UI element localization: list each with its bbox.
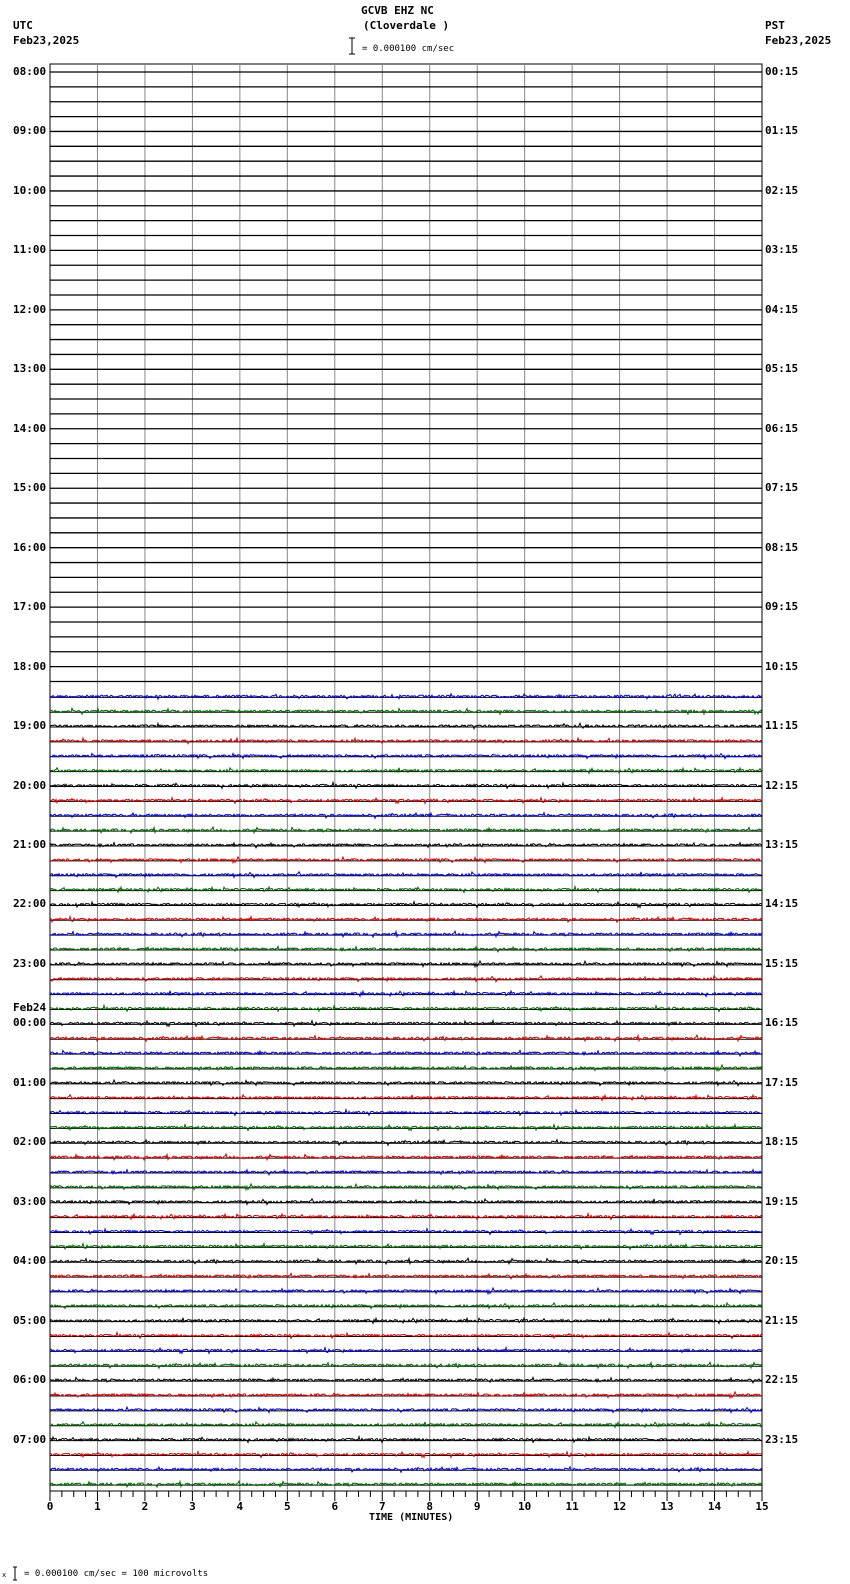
station-location: (Cloverdale ) [363,19,450,32]
pst-hour-label: 12:15 [765,778,799,792]
seismic-trace [50,887,762,893]
seismic-trace [50,1362,762,1368]
seismic-trace [50,1140,762,1146]
x-tick-label: 7 [378,1500,386,1513]
seismic-trace [50,1021,762,1027]
pst-hour-label: 23:15 [765,1432,799,1446]
seismic-trace [50,1050,762,1056]
scale-label: = 0.000100 cm/sec [362,44,455,54]
seismic-trace [50,1184,762,1190]
footer-scale-label: = 0.000100 cm/sec = 100 microvolts [24,1569,209,1579]
seismic-trace [50,738,762,744]
pst-hour-label: 03:15 [765,243,799,257]
utc-hour-label: 00:00 [13,1016,47,1030]
seismic-trace [50,1481,762,1487]
seismic-trace [50,1437,762,1443]
pst-hour-label: 01:15 [765,124,799,138]
seismic-trace [50,1199,762,1205]
x-tick-label: 9 [473,1500,481,1513]
seismic-trace [50,1348,762,1354]
seismic-trace [50,1170,762,1175]
x-tick-label: 2 [141,1500,149,1513]
seismic-trace [50,1258,762,1264]
x-tick-label: 6 [331,1500,339,1513]
pst-hour-label: 17:15 [765,1075,799,1089]
seismic-trace [50,1288,762,1294]
left-date: Feb23,2025 [13,34,80,47]
seismic-trace [50,857,762,863]
x-tick-label: 10 [518,1500,532,1513]
seismic-trace [50,1244,762,1250]
pst-hour-label: 20:15 [765,1254,799,1268]
utc-hour-label: 21:00 [13,837,47,851]
seismic-trace [50,708,762,714]
pst-hour-label: 21:15 [765,1313,799,1327]
seismic-trace [50,843,762,848]
pst-hour-label: 07:15 [765,481,799,495]
x-tick-label: 15 [755,1500,769,1513]
seismic-trace [50,1318,762,1324]
x-tick-label: 0 [46,1500,54,1513]
seismic-trace [50,1065,762,1071]
pst-hour-label: 13:15 [765,837,799,851]
utc-hour-label: 04:00 [13,1254,47,1268]
seismic-trace [50,1392,762,1398]
seismic-trace [50,991,762,997]
seismic-trace [50,902,762,908]
utc-hour-label: 15:00 [13,481,47,495]
seismic-trace [50,723,762,729]
utc-hour-label: 06:00 [13,1373,47,1387]
utc-hour-label: 17:00 [13,600,47,614]
seismic-trace [50,1154,762,1160]
seismic-trace [50,1125,762,1131]
utc-hour-label: 16:00 [13,540,47,554]
seismic-trace [50,1377,762,1383]
pst-hour-label: 11:15 [765,719,799,733]
x-tick-label: 14 [707,1500,722,1513]
right-date: Feb23,2025 [765,34,832,47]
utc-hour-label: 05:00 [13,1313,47,1327]
utc-hour-label: 10:00 [13,183,47,197]
seismic-trace [50,1422,762,1428]
seismic-trace [50,827,762,833]
x-axis-label: TIME (MINUTES) [369,1512,454,1523]
seismic-trace [50,1273,762,1278]
pst-hour-label: 06:15 [765,421,799,435]
pst-hour-label: 14:15 [765,897,799,911]
seismic-trace [50,1229,762,1235]
seismic-trace [50,1467,762,1472]
seismic-trace [50,1407,762,1413]
x-tick-label: 8 [426,1500,434,1513]
utc-hour-label: 02:00 [13,1135,47,1149]
left-timezone: UTC [13,19,33,32]
seismic-trace [50,768,762,774]
x-tick-label: 1 [94,1500,101,1513]
seismic-trace [50,872,762,878]
seismic-trace [50,783,762,789]
pst-hour-label: 09:15 [765,600,799,614]
seismic-trace [50,1006,762,1012]
utc-hour-label: 03:00 [13,1194,47,1208]
seismic-trace [50,813,762,819]
seismic-trace [50,1452,762,1458]
seismic-trace [50,946,762,952]
utc-hour-label: 09:00 [13,124,47,138]
utc-hour-label: 23:00 [13,956,47,970]
date-change-label: Feb24 [13,1001,47,1015]
x-tick-label: 5 [284,1500,291,1513]
seismic-trace [50,694,762,699]
x-tick-label: 13 [660,1500,674,1513]
seismic-trace [50,1214,762,1220]
seismic-trace [50,1080,762,1086]
utc-hour-label: 13:00 [13,362,47,376]
seismic-trace [50,917,762,923]
pst-hour-label: 02:15 [765,183,799,197]
pst-hour-label: 19:15 [765,1194,799,1208]
x-tick-label: 4 [236,1500,244,1513]
station-title: GCVB EHZ NC [361,4,434,17]
seismic-trace [50,1333,762,1339]
seismic-trace [50,976,762,982]
utc-hour-label: 07:00 [13,1432,47,1446]
seismic-trace [50,1035,762,1041]
pst-hour-label: 16:15 [765,1016,799,1030]
pst-hour-label: 05:15 [765,362,799,376]
pst-hour-label: 08:15 [765,540,799,554]
right-timezone: PST [765,19,785,32]
utc-hour-label: 19:00 [13,719,47,733]
utc-hour-label: 20:00 [13,778,47,792]
seismic-trace [50,1303,762,1309]
utc-hour-label: 18:00 [13,659,47,673]
utc-hour-label: 01:00 [13,1075,47,1089]
pst-hour-label: 22:15 [765,1373,799,1387]
seismic-trace [50,931,762,937]
seismic-trace [50,961,762,967]
pst-hour-label: 00:15 [765,65,799,78]
pst-hour-label: 18:15 [765,1135,799,1149]
seismic-trace [50,1095,762,1101]
utc-hour-label: 22:00 [13,897,47,911]
pst-hour-label: 04:15 [765,302,799,316]
pst-hour-label: 10:15 [765,659,799,673]
seismic-trace [50,753,762,758]
x-tick-label: 12 [612,1500,627,1513]
seismic-trace [50,1110,762,1116]
x-tick-label: 11 [565,1500,579,1513]
footer-marker: x [2,1571,7,1579]
pst-hour-label: 15:15 [765,956,799,970]
utc-hour-label: 11:00 [13,243,47,257]
seismic-trace [50,798,762,804]
utc-hour-label: 12:00 [13,302,47,316]
x-tick-label: 3 [189,1500,196,1513]
utc-hour-label: 08:00 [13,65,47,78]
utc-hour-label: 14:00 [13,421,47,435]
